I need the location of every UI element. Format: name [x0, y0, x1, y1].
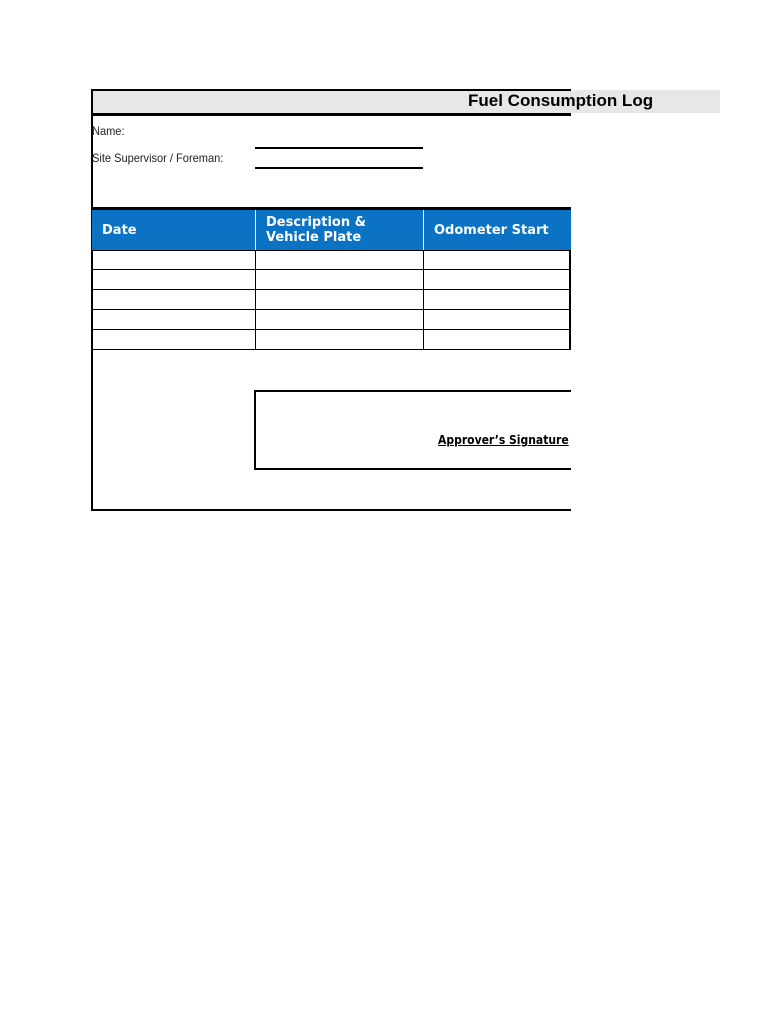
- supervisor-label: Site Supervisor / Foreman:: [92, 151, 224, 165]
- description-cell[interactable]: [255, 270, 423, 289]
- supervisor-field-line-top[interactable]: [255, 147, 423, 149]
- title-top-rule: [91, 89, 571, 91]
- table-row: [92, 330, 571, 350]
- date-cell[interactable]: [92, 251, 255, 269]
- date-cell[interactable]: [92, 330, 255, 349]
- date-cell[interactable]: [92, 290, 255, 309]
- name-label: Name:: [92, 124, 125, 138]
- column-header-date: Date: [102, 222, 137, 238]
- date-cell[interactable]: [92, 270, 255, 289]
- title-bottom-rule: [91, 113, 571, 116]
- odometer-start-cell[interactable]: [423, 310, 571, 329]
- form-title: Fuel Consumption Log: [468, 91, 654, 110]
- column-header-description: Description & Vehicle Plate: [255, 210, 423, 250]
- description-cell[interactable]: [255, 310, 423, 329]
- table-row: [92, 310, 571, 330]
- supervisor-field-line-bottom[interactable]: [255, 167, 423, 169]
- title-clip: [92, 90, 654, 113]
- odometer-start-cell[interactable]: [423, 251, 571, 269]
- table-header-row: [92, 207, 571, 250]
- description-cell[interactable]: [255, 251, 423, 269]
- description-cell[interactable]: [255, 330, 423, 349]
- signature-box[interactable]: [254, 390, 571, 470]
- approver-signature-label: Approver’s Signature: [438, 433, 569, 447]
- column-header-odometer-start: Odometer Start: [423, 210, 571, 250]
- frame-bottom-border: [91, 509, 571, 511]
- odometer-start-cell[interactable]: [423, 270, 571, 289]
- table-body: [92, 250, 571, 350]
- table-row: [92, 270, 571, 290]
- odometer-start-cell[interactable]: [423, 290, 571, 309]
- odometer-start-cell[interactable]: [423, 330, 571, 349]
- description-cell[interactable]: [255, 290, 423, 309]
- date-cell[interactable]: [92, 310, 255, 329]
- table-row: [92, 250, 571, 270]
- table-row: [92, 290, 571, 310]
